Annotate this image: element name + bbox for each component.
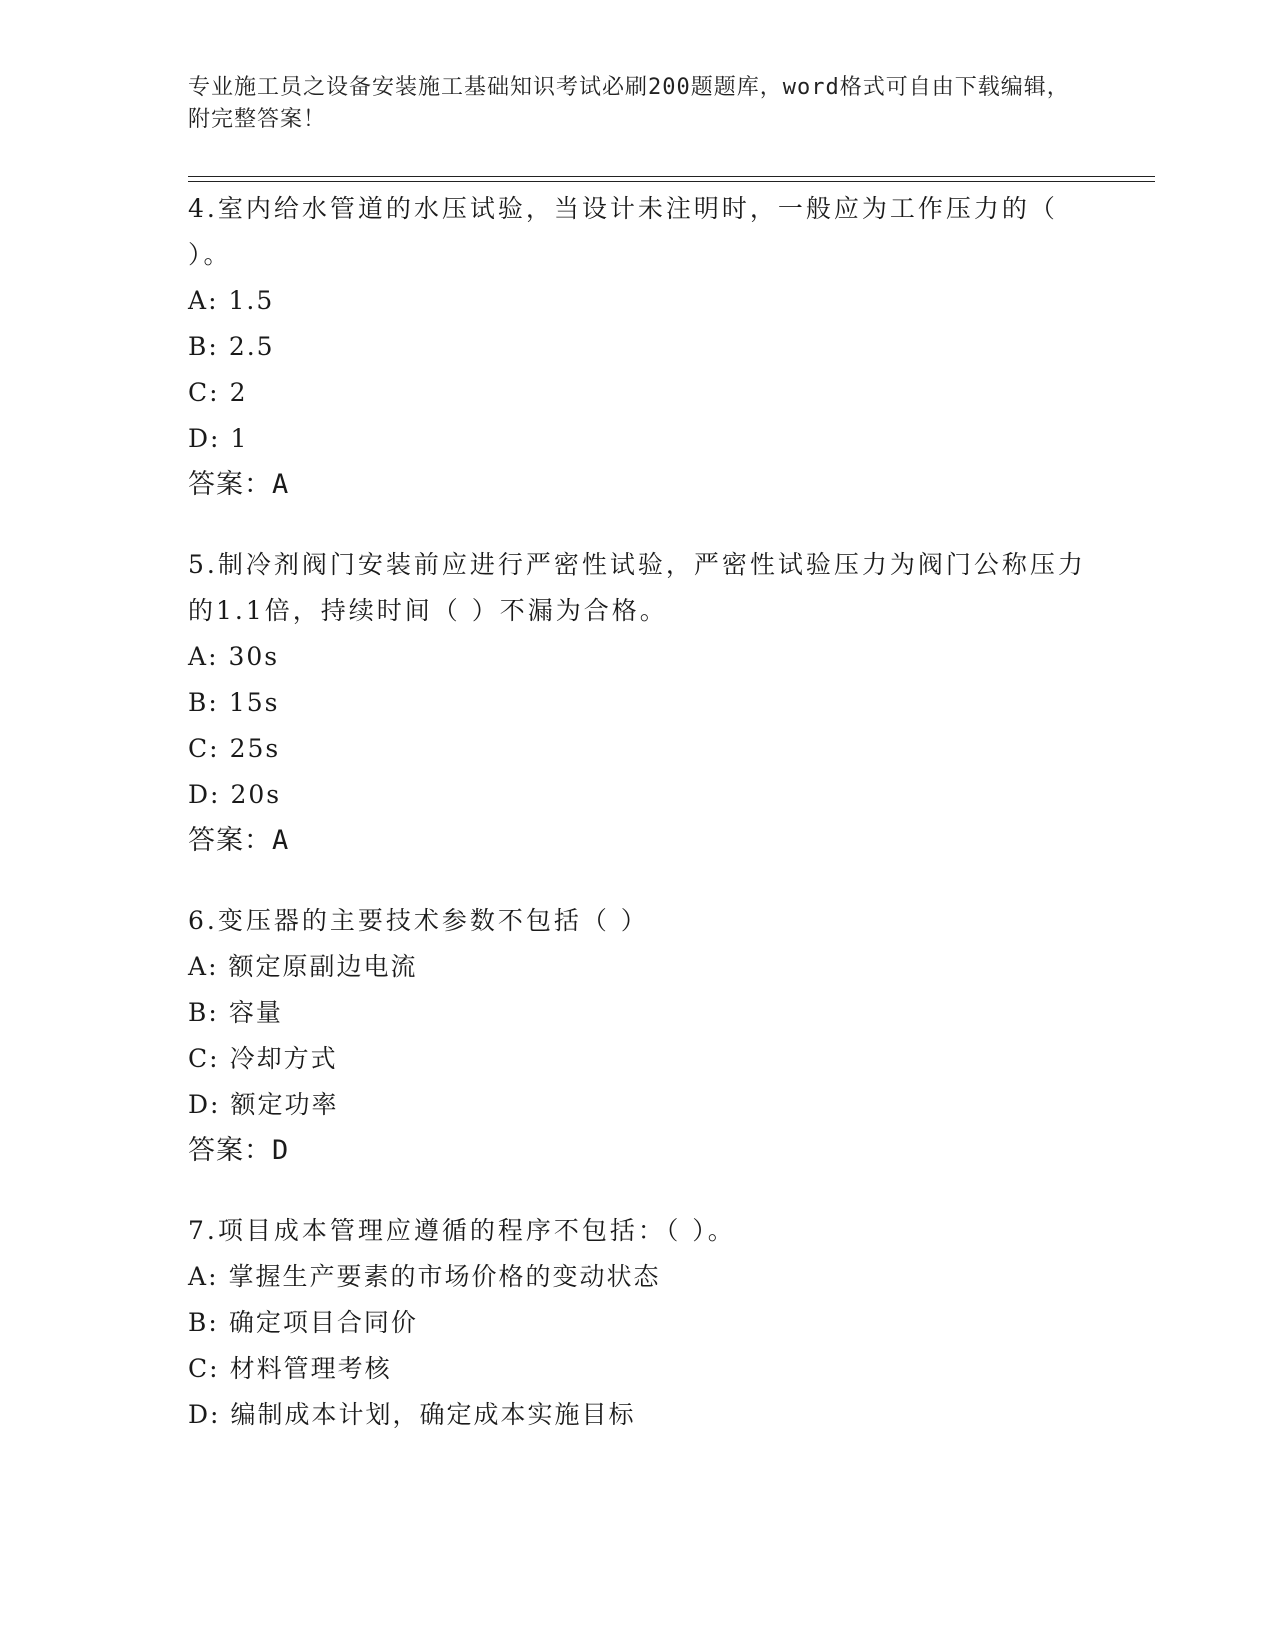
option-d: D: 1 xyxy=(188,424,249,453)
question-6 xyxy=(188,898,1088,1174)
question-4 xyxy=(188,186,1088,508)
option-text: 20s xyxy=(230,780,282,809)
option-key: A xyxy=(188,952,209,981)
option-c: C: 2 xyxy=(188,378,248,407)
option-key: D xyxy=(188,1400,211,1429)
option-d: D: 编制成本计划，确定成本实施目标 xyxy=(188,1400,636,1429)
option-text: 额定原副边电流 xyxy=(228,952,418,981)
question-stem: 7.项目成本管理应遵循的程序不包括：（ ）。 xyxy=(188,1216,736,1245)
option-key: D xyxy=(188,424,211,453)
document-header: 专业施工员之设备安装施工基础知识考试必刷200题题库，word格式可自由下载编辑，附完整答案！ xyxy=(188,75,1070,132)
option-c: C: 材料管理考核 xyxy=(188,1354,392,1383)
question-stem: 5.制冷剂阀门安装前应进行严密性试验，严密性试验压力为阀门公称压力的1.1倍，持续时间（ ）不漏为合格。 xyxy=(188,550,1086,625)
option-text: 2.5 xyxy=(228,332,275,361)
option-key: C xyxy=(188,734,210,763)
option-text: 确定项目合同价 xyxy=(228,1308,418,1337)
option-text: 1 xyxy=(230,424,249,453)
option-text: 15s xyxy=(228,688,280,717)
option-text: 2 xyxy=(229,378,248,407)
option-text: 编制成本计划，确定成本实施目标 xyxy=(230,1400,636,1429)
option-a: A: 额定原副边电流 xyxy=(188,952,418,981)
question-list xyxy=(188,186,1088,1472)
answer-line: 答案：A xyxy=(188,469,290,500)
option-a: A: 1.5 xyxy=(188,286,275,315)
option-c: C: 冷却方式 xyxy=(188,1044,338,1073)
option-text: 30s xyxy=(228,642,280,671)
option-text: 1.5 xyxy=(228,286,275,315)
option-b: B: 2.5 xyxy=(188,332,275,361)
question-5 xyxy=(188,542,1088,864)
option-key: B xyxy=(188,998,209,1027)
option-text: 额定功率 xyxy=(230,1090,339,1119)
option-key: B xyxy=(188,688,209,717)
option-text: 冷却方式 xyxy=(229,1044,338,1073)
option-d: D: 20s xyxy=(188,780,282,809)
option-key: C xyxy=(188,1354,210,1383)
option-key: A xyxy=(188,1262,209,1291)
option-key: A xyxy=(188,642,209,671)
option-key: C xyxy=(188,1044,210,1073)
option-d: D: 额定功率 xyxy=(188,1090,339,1119)
option-key: D xyxy=(188,780,211,809)
option-key: D xyxy=(188,1090,211,1119)
question-stem: 6.变压器的主要技术参数不包括（ ） xyxy=(188,906,649,935)
option-key: B xyxy=(188,332,209,361)
option-key: B xyxy=(188,1308,209,1337)
header-divider-bottom xyxy=(188,181,1155,182)
answer-line: 答案：A xyxy=(188,825,290,856)
option-text: 掌握生产要素的市场价格的变动状态 xyxy=(228,1262,661,1291)
header-divider-top xyxy=(188,176,1155,177)
option-a: A: 掌握生产要素的市场价格的变动状态 xyxy=(188,1262,661,1291)
option-text: 材料管理考核 xyxy=(229,1354,392,1383)
question-stem: 4.室内给水管道的水压试验，当设计未注明时，一般应为工作压力的（ ）。 xyxy=(188,194,1058,269)
option-b: B: 容量 xyxy=(188,998,283,1027)
option-b: B: 确定项目合同价 xyxy=(188,1308,418,1337)
question-7 xyxy=(188,1208,1088,1438)
option-c: C: 25s xyxy=(188,734,281,763)
option-key: A xyxy=(188,286,209,315)
option-text: 容量 xyxy=(228,998,283,1027)
answer-line: 答案：D xyxy=(188,1135,290,1166)
option-b: B: 15s xyxy=(188,688,280,717)
option-text: 25s xyxy=(229,734,281,763)
option-a: A: 30s xyxy=(188,642,280,671)
option-key: C xyxy=(188,378,210,407)
